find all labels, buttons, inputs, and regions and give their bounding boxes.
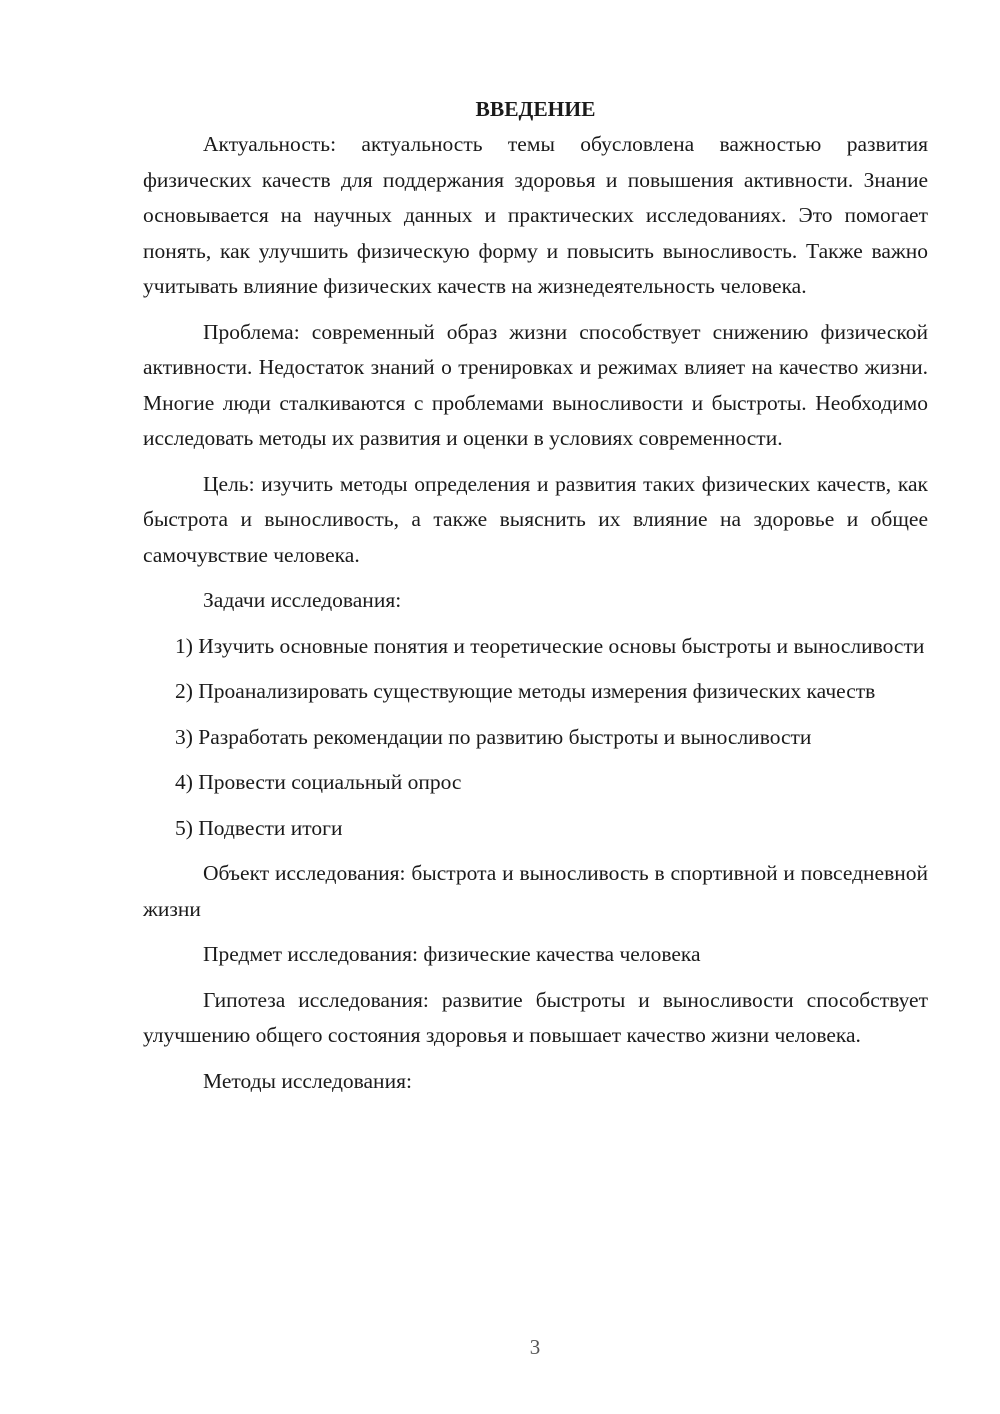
document-page: [143, 92, 928, 1109]
paragraph-goal: Цель: изучить методы определения и развития таких физических качеств, как быстрота и выносливость, а также выяснить их влияние на здоровье и общее самочувствие человека.: [143, 471, 928, 567]
page-title: ВВЕДЕНИЕ: [475, 97, 596, 121]
paragraph-hypothesis: Гипотеза исследования: развитие быстроты и выносливости способствует улучшению общего состояния здоровья и повышает качество жизни человека.: [143, 987, 928, 1047]
task-item-2: 2) Проанализировать существующие методы измерения физических качеств: [175, 679, 876, 703]
task-item-4: 4) Провести социальный опрос: [175, 770, 462, 794]
task-item-1: 1) Изучить основные понятия и теоретические основы быстроты и выносливости: [175, 633, 925, 658]
page-number: 3: [529, 1335, 541, 1359]
paragraph-subject: Предмет исследования: физические качества человека: [203, 942, 701, 966]
paragraph-problem: Проблема: современный образ жизни способствует снижению физической активности. Недостаток знаний о тренировках и режимах влияет на качество жизни. Многие люди сталкиваются с проблемами выносливости и быстроты. Необходимо исследовать методы их развития и оценки в условиях современности.: [143, 319, 928, 450]
tasks-heading: Задачи исследования:: [203, 588, 402, 612]
methods-heading: Методы исследования:: [203, 1068, 412, 1093]
paragraph-object: Объект исследования: быстрота и выносливость в спортивной и повседневной жизни: [143, 861, 928, 921]
paragraph-relevance: Актуальность: актуальность темы обусловлена важностью развития физических качеств для поддержания здоровья и повышения активности. Знание основывается на научных данных и практических исследованиях. Это помогает понять, как улучшить физическую форму и повысить выносливость. Также важно учитывать влияние физических качеств на жизнедеятельность человека.: [143, 132, 928, 298]
task-item-5: 5) Подвести итоги: [175, 815, 343, 840]
task-item-3: 3) Разработать рекомендации по развитию быстроты и выносливости: [175, 724, 812, 749]
